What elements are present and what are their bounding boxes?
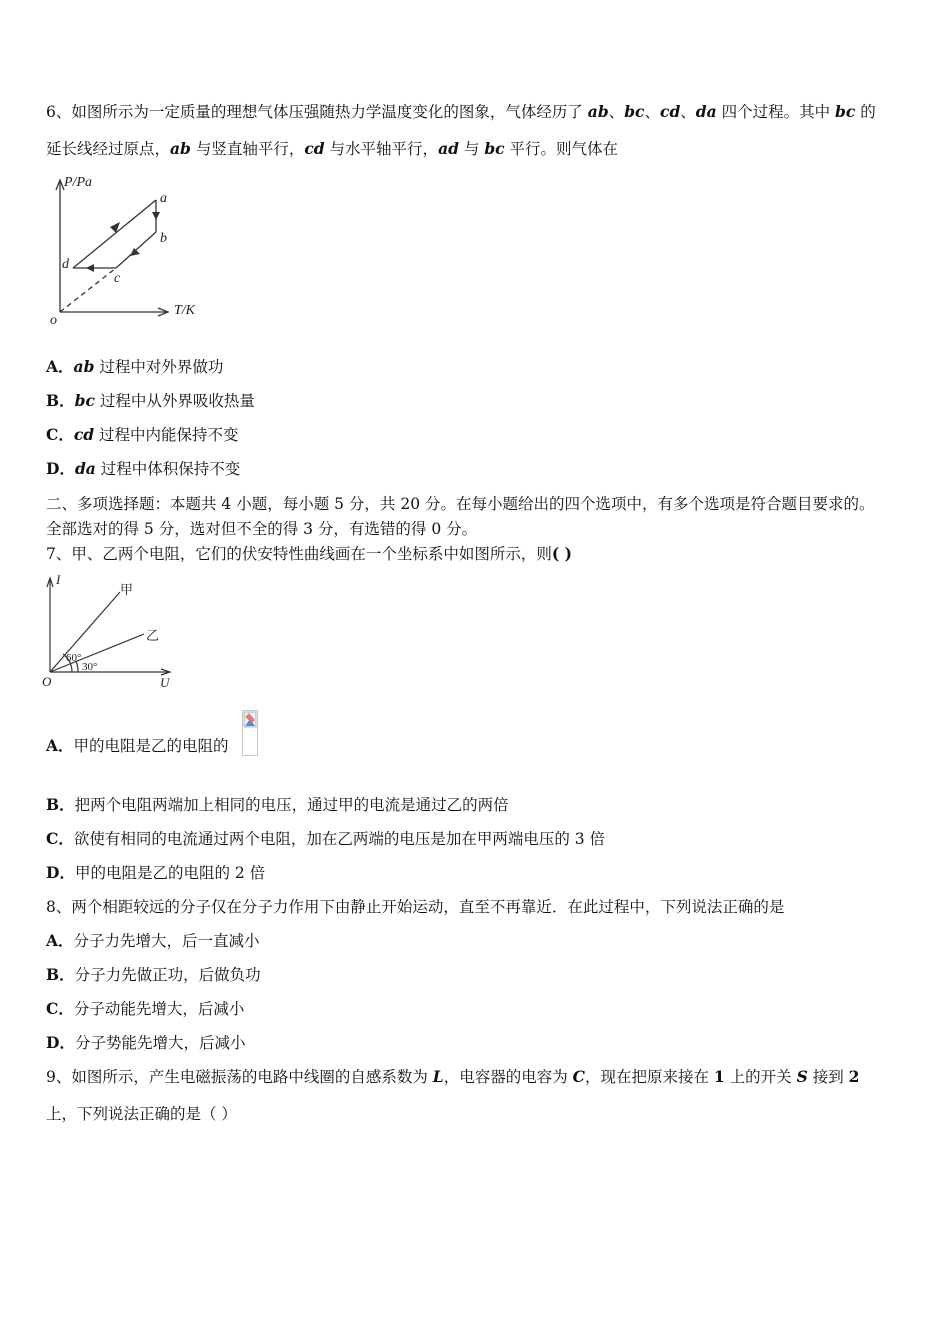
bc-extension-dashed — [60, 268, 116, 312]
t-axis-label: T/K — [174, 303, 196, 318]
line-jia — [50, 592, 120, 672]
q8-option-a[interactable]: A．分子力先增大，后一直减小 — [46, 931, 260, 950]
q8-option-c[interactable]: C．分子动能先增大，后减小 — [46, 999, 245, 1018]
broken-image-icon — [243, 711, 257, 729]
q7-stem: 7、甲、乙两个电阻，它们的伏安特性曲线画在一个坐标系中如图所示，则( ) — [46, 544, 572, 563]
q6-stem-line2: 延长线经过原点，ab 与竖直轴平行，cd 与水平轴平行，ad 与 bc 平行。则气体在 — [46, 139, 619, 158]
q6-option-d[interactable]: D．da 过程中体积保持不变 — [46, 459, 241, 478]
q6-option-a[interactable]: A．ab 过程中对外界做功 — [46, 357, 224, 376]
q8-stem: 8、两个相距较远的分子仅在分子力作用下由静止开始运动，直至不再靠近．在此过程中，下列说法正确的是 — [46, 898, 785, 916]
line-yi-label: 乙 — [146, 628, 160, 643]
q7-option-d[interactable]: D．甲的电阻是乙的电阻的 2 倍 — [46, 863, 266, 882]
point-d-label: d — [62, 257, 69, 272]
point-c-label: c — [114, 271, 121, 286]
point-b-label: b — [160, 231, 167, 246]
q6-pt-diagram — [46, 170, 216, 330]
u-axis-label: U — [160, 675, 170, 690]
q7-iu-diagram — [40, 572, 190, 690]
q6-option-c[interactable]: C．cd 过程中内能保持不变 — [46, 425, 239, 444]
arrow-cd — [86, 264, 94, 272]
p-axis-label: P/Pa — [64, 175, 92, 190]
arrow-ab — [152, 212, 160, 220]
q8-option-b[interactable]: B．分子力先做正功，后做负功 — [46, 965, 261, 984]
q9-stem-line1: 9、如图所示，产生电磁振荡的电路中线圈的自感系数为 L，电容器的电容为 C，现在把原来接在 1 上的开关 S 接到 2 — [46, 1067, 860, 1086]
line-jia-label: 甲 — [120, 582, 134, 597]
broken-image-placeholder — [242, 710, 258, 756]
i-axis-label: I — [56, 572, 61, 587]
q7-option-c[interactable]: C．欲使有相同的电流通过两个电阻，加在乙两端的电压是加在甲两端电压的 3 倍 — [46, 829, 606, 848]
q7-option-a[interactable]: A．甲的电阻是乙的电阻的 — [46, 736, 229, 755]
q6-stem-line1: 6、如图所示为一定质量的理想气体压强随热力学温度变化的图象，气体经历了 ab、bc、cd、da 四个过程。其中 bc 的 — [46, 102, 876, 121]
section2-heading-line2: 全部选对的得 5 分，选对但不全的得 3 分，有选错的得 0 分。 — [46, 520, 478, 538]
q7-option-b[interactable]: B．把两个电阻两端加上相同的电压，通过甲的电流是通过乙的两倍 — [46, 795, 509, 814]
q8-option-d[interactable]: D．分子势能先增大，后减小 — [46, 1033, 246, 1052]
angle-30-label: 30° — [82, 661, 98, 673]
segment-da — [73, 200, 156, 268]
point-a-label: a — [160, 191, 167, 206]
q9-stem-line2: 上，下列说法正确的是（ ） — [46, 1105, 237, 1123]
q6-option-b[interactable]: B．bc 过程中从外界吸收热量 — [46, 391, 255, 410]
section2-heading-line1: 二、多项选择题：本题共 4 小题，每小题 5 分，共 20 分。在每小题给出的四个选项中，有多个选项是符合题目要求的。 — [46, 495, 875, 513]
arrow-bc — [130, 248, 140, 256]
origin-label: O — [42, 674, 52, 689]
angle-60-label: 60° — [66, 652, 82, 664]
origin-label: o — [50, 313, 57, 328]
